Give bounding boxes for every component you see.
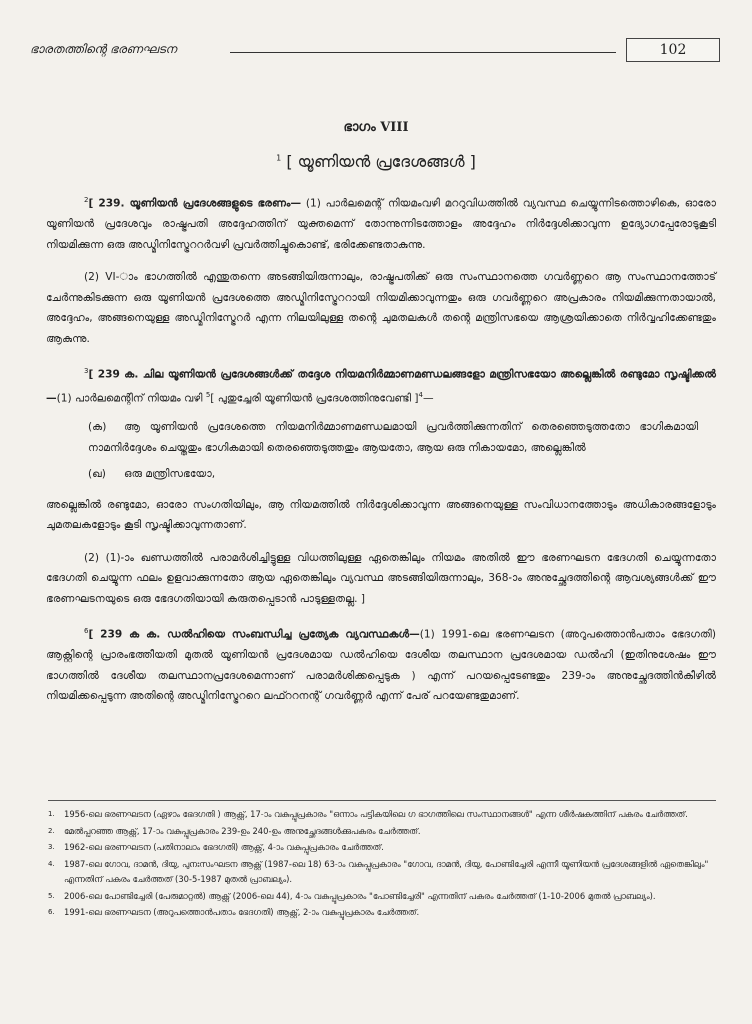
clause-text: ഒരു മന്ത്രിസഭയോ, (124, 468, 216, 481)
clause-ka (46, 417, 716, 458)
footnote-ref: 4 (418, 391, 423, 400)
clause-kha (46, 464, 716, 485)
footnote (48, 824, 716, 840)
footnote-number: 4. (48, 859, 55, 868)
section-239aa (46, 621, 716, 707)
section-text: — (422, 392, 434, 405)
section-text: (1) 1991-ലെ ഭരണഘടന (അറുപത്തൊൻപതാം ഭേദഗതി) ആക്റ്റിന്റെ പ്രാരംഭത്തീയതി മുതൽ യൂണിയൻ പ്രദേശമായ ഡൽഹിയെ ദേശീയ തലസ്ഥാന പ്രദേശമായ ഡൽഹി (ഇതിനുശേഷം ഈ ഭാഗത്തിൽ ദേശീയ തലസ്ഥാനപ്രദേശമെന്നാണ് പരാമർശിക്കപ്പെടുക ) എന്ന് പറയപ്പെടേണ്ടതും 239-ാം അനുച്ഛേദത്തിൻകീഴിൽ നിയമിക്കപ്പെടുന്ന അതിന്റെ അഡ്മിനിസ്ട്രേററെ ലഫ്ററനന്റ് ഗവർണ്ണർ എന്ന് പേര് പറയേണ്ടതുമാണ്. (46, 628, 716, 703)
continuation-text: അല്ലെങ്കിൽ രണ്ടുമോ, ഓരോ സംഗതിയിലും, ആ നിയമത്തിൽ നിർദ്ദേശിക്കാവുന്ന അങ്ങനെയുള്ള സംവിധാനത്തോടും അധികാരങ്ങളോടും ചുമതലകളോടും കൂടി സൃഷ്ടിക്കാവുന്നതാണ്. (46, 498, 716, 532)
footnote-number: 1. (48, 810, 55, 818)
section-239 (46, 190, 716, 255)
section-text: (1) പാർലമെന്റിന് നിയമം വഴി (56, 392, 203, 405)
part-title: ഭാഗം VIII (343, 120, 409, 135)
footnote-ref: 6 (84, 627, 89, 636)
clause-label: (ഖ) (88, 468, 106, 481)
footnote (48, 889, 716, 905)
footnote (48, 905, 716, 921)
chapter-title-text: [ യൂണിയൻ പ്രദേശങ്ങൾ ] (286, 152, 476, 171)
running-title: ഭാരതത്തിന്റെ ഭരണഘടന (30, 42, 177, 56)
footnote-ref: 5 (205, 391, 211, 400)
footnotes (48, 800, 716, 922)
clause-text: ആ യൂണിയൻ പ്രദേശത്തെ നിയമനിർമ്മാണമണ്ഡലമായി പ്രവർത്തിക്കുന്നതിന് തെരഞ്ഞെടുത്തതോ ഭാഗികമായി നാമനിർദ്ദേശം ചെയ്തതും ഭാഗികമായി തെരഞ്ഞെടുത്തതും ആയതോ, ആയ ഒരു നികായമോ, അല്ലെങ്കിൽ (88, 421, 698, 454)
section-text: [ പുതുച്ചേരി യൂണിയൻ പ്രദേശത്തിനുവേണ്ടി ] (210, 392, 419, 405)
footnote-text: 1962-ലെ ഭരണഘടന (പതിനാലാം ഭേദഗതി) ആക്റ്റ്, 4-ാം വകുപ്പുപ്രകാരം ചേർത്തത്. (64, 842, 384, 852)
footnote-ref: 2 (84, 196, 89, 204)
running-header (30, 38, 720, 64)
footnote (48, 840, 716, 856)
section-heading: [ 239. യൂണിയൻ പ്രദേശങ്ങളുടെ ഭരണം— (88, 197, 302, 210)
section-239-clause-2 (46, 267, 716, 349)
document-body (46, 190, 716, 719)
footnote-text: 1987-ലെ ഗോവ, ദാമൻ, ദിയു, പുനഃസംഘടന ആക്റ്റ് (1987-ലെ 18) 63-ാം വകുപ്പുപ്രകാരം "ഗോവ, ദാമൻ, ദിയു, പോണ്ടിച്ചേരി എന്നീ യൂണിയൻ പ്രദേശങ്ങളിൽ ഏതെങ്കിലും" എന്നതിന് പകരം ചേർത്തത് (30-5-1987 മുതൽ പ്രാബല്യം). (64, 858, 709, 884)
footnote-text: 2006-ലെ പോണ്ടിച്ചേരി (പേരുമാറ്റൽ) ആക്റ്റ് (2006-ലെ 44), 4-ാം വകുപ്പുപ്രകാരം "പോണ്ടിച്ചേരി" എന്നതിന് പകരം ചേർത്തത് (1-10-2006 മുതൽ പ്രാബല്യം). (64, 890, 656, 901)
footnote-number: 6. (48, 908, 55, 916)
chapter-title (0, 152, 752, 172)
section-text: (1) പാർലമെന്റ് നിയമംവഴി മററുവിധത്തിൽ വ്യവസ്ഥ ചെയ്യുന്നിടത്തൊഴികെ, ഓരോ യൂണിയൻ പ്രദേശവും രാഷ്ട്രപതി അദ്ദേഹത്തിന് യുക്തമെന്ന് തോന്നുന്നിടത്തോളം അദ്ദേഹം നിർദ്ദേശിക്കാവുന്ന ഉദ്യോഗപ്പേരോടുകൂടി നിയമിക്കുന്ന ഒരു അഡ്മിനിസ്ട്രേററർവഴി പ്രവർത്തിച്ചുകൊണ്ട്, ഭരിക്കേണ്ടതാകുന്നു. (46, 197, 716, 251)
footnote-text: 1956-ലെ ഭരണഘടന (ഏഴാം ഭേദഗതി ) ആക്റ്റ്, 17-ാം വകുപ്പുപ്രകാരം "ഒന്നാം പട്ടികയിലെ ഗ ഭാഗത്തിലെ സംസ്ഥാനങ്ങൾ" എന്ന ശീർഷകത്തിന് പകരം ചേർത്തത്. (64, 809, 688, 819)
section-heading: [ 239 ക. ചില യൂണിയൻ പ്രദേശങ്ങൾക്ക് തദ്ദേശ നിയമനിർമ്മാണമണ്ഡലങ്ങളോ മന്ത്രിസഭയോ അല്ലെങ്കിൽ രണ്ടുമോ സൃഷ്ടിക്കൽ— (46, 368, 716, 405)
header-rule (230, 52, 616, 53)
footnote (48, 857, 716, 888)
clause-label: (ക) (88, 421, 107, 434)
footnote-text: മേൽപ്പറഞ്ഞ ആക്റ്റ്, 17-ാം വകുപ്പുപ്രകാരം 239-ഉം 240-ഉം അനുച്ഛേദങ്ങൾക്കുപകരം ചേർത്തത്. (64, 825, 421, 836)
section-text: (2) VI-ാം ഭാഗത്തിൽ എന്തുതന്നെ അടങ്ങിയിരുന്നാലും, രാഷ്ട്രപതിക്ക് ഒരു സംസ്ഥാനത്തെ ഗവർണ്ണറെ ആ സംസ്ഥാനത്തോട് ചേർന്നുകിടക്കുന്ന ഒരു യൂണിയൻ പ്രദേശത്തെ അഡ്മിനിസ്ട്രേററായി നിയമിക്കാവുന്നതും ഒരു ഗവർണ്ണറെ അപ്രകാരം നിയമിക്കുന്നതായാൽ, അദ്ദേഹം, അങ്ങനെയുള്ള അഡ്മിനിസ്ട്രേറർ എന്ന നിലയിലുള്ള തന്റെ ചുമതലകൾ തന്റെ മന്ത്രിസഭയെ ആശ്രയിക്കാതെ നിർവ്വഹിക്കേണ്ടതും ആകുന്നു. (46, 271, 716, 345)
footnote-number: 5. (48, 891, 55, 900)
section-239a-clause-2: (2) (1)-ാം ഖണ്ഡത്തിൽ പരാമർശിച്ചിട്ടുള്ള വിധത്തിലുള്ള ഏതെങ്കിലും നിയമം അതിൽ ഈ ഭരണഘടന ഭേദഗതി ചെയ്യുന്നതോ ഭേദഗതി ചെയ്യുന്ന ഫലം ഉളവാക്കുന്നതോ ആയ ഏതെങ്കിലും വ്യവസ്ഥ അടങ്ങിയിരുന്നാലും, 368-ാം അനുച്ഛേദത്തിന്റെ ആവശ്യങ്ങൾക്ക് ഈ ഭരണഘടനയുടെ ഒരു ഭേദഗതിയായി കരുതപ്പെടാൻ പാടുള്ളതല്ല. ] (46, 551, 716, 605)
footnote-number: 3. (48, 843, 55, 851)
footnote-text: 1991-ലെ ഭരണഘടന (അറുപത്തൊൻപതാം ഭേദഗതി) ആക്റ്റ്, 2-ാം വകുപ്പുപ്രകാരം ചേർത്തത്. (64, 907, 420, 917)
footnote-ref: 3 (84, 367, 89, 376)
section-heading: [ 239 ക ക. ഡൽഹിയെ സംബന്ധിച്ച പ്രത്യേക വ്യവസ്ഥകൾ— (88, 628, 420, 641)
section-239a (46, 361, 716, 409)
footnote (48, 807, 716, 823)
footnote-number: 2. (48, 826, 55, 835)
footnote-ref: 1 (276, 153, 282, 163)
page-number: 102 (626, 38, 720, 62)
